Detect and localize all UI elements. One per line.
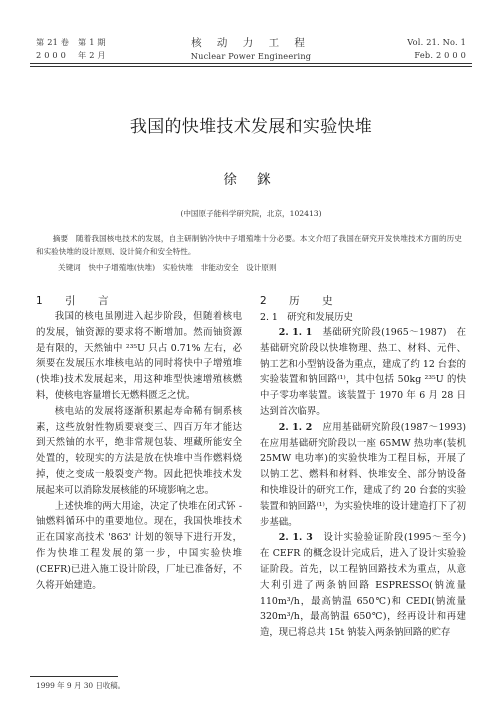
header-volume: 第 21 卷 bbox=[36, 37, 70, 47]
item-number: 2. 1. 2 bbox=[278, 421, 313, 433]
left-column-body bbox=[36, 309, 242, 593]
item-text: 设计实验验证阶段(1995～至今) 在 CEFR 的概念设计完成后，进入了设计实验验证阶段。首先，以工程钠回路技术为重点，从意大利引进了两条钠回路 ESPRESSO(钠流量 110m³/h，最高钠温 650℃)和 CEDI(钠流量 320m³/h，最高钠温 650℃)，经再设计和再建造，现已将总共 15t 钠装入两条钠回路的贮存 bbox=[260, 532, 476, 639]
paragraph: 核电站的发展将逐渐积累起寿命稀有铜系核素，这些放射性物质要衰变三、四百万年才能达到天然铀的水平，绝非常规包装、埋藏所能安全处置的，较现实的方法是放在快堆中当作燃料烧掉，使之变成一般裂变产物。因此把快堆技术发展起来可以消除发展核能的环境影响之忠。 bbox=[36, 405, 242, 496]
item-text: 基础研究阶段(1965～1987) 在基础研究阶段以快堆物理、热工、材料、元件、钠工艺和小型钠设备为重点，建成了约 12 台套的实验装置和钠回路⁽¹⁾，其中包括 50kg ²³⁵U 的快中子零功率装置。该装置于 1970 年 6 月 28 日达到首次临界。 bbox=[260, 327, 466, 417]
journal-title-en: Nuclear Power Engineering bbox=[190, 51, 312, 61]
paragraph: 上述快堆的两大用途，决定了快堆在闭式钚 - 铀燃料循环中的重要地位。现在，我国快堆技术正在国家高技术 '863' 计划的领导下进行开发，作为快堆工程发展的第一步，中国实验快堆(CEFR)已进入施工设计阶段，厂址已准备好，不久将开始建造。 bbox=[36, 500, 242, 591]
numbered-paragraph bbox=[260, 420, 476, 531]
footnote: 1999 年 9 月 30 日收稿。 bbox=[36, 681, 126, 690]
numbered-paragraph bbox=[260, 325, 466, 420]
header-issue: 第 1 期 bbox=[78, 37, 106, 47]
footnote-rule bbox=[30, 676, 118, 677]
header-year: 2 0 0 0 bbox=[36, 50, 67, 60]
article-title: 我国的快堆技术发展和实验快堆 bbox=[129, 117, 373, 137]
article-affiliation: (中国原子能科学研究院，北京，102413) bbox=[180, 209, 322, 218]
paragraph: 我国的核电虽刚进入起步阶段，但随着核电的发展，铀资源的要求将不断增加。然而铀资源是有限的，天然铀中 ²³⁵U 只占 0.71% 左右，必须要在发展压水堆核电站的同时将快中子增殖堆(快堆)技术发展起来，用这种堆型快速增殖核燃料，使核电容量增长无燃料匮乏之忧。 bbox=[36, 311, 242, 401]
item-text: 应用基础研究阶段(1987～1993) 在应用基础研究阶段以一座 65MW 热功率(装机 25MW 电功率)的实验快堆为工程目标，开展了以钠工艺、燃料和材料、快堆安全、部分钠设备和快堆设计的研究工作，建成了约 20 台套的实验装置和钠回路⁽¹⁾，为实验快堆的设计建造打下了初步基础。 bbox=[260, 421, 476, 528]
header-rule-bottom bbox=[30, 66, 472, 67]
header-month: 年 2 月 bbox=[78, 50, 106, 60]
header-rule-top bbox=[30, 63, 472, 64]
right-column-body bbox=[260, 325, 476, 641]
item-number: 2. 1. 1 bbox=[278, 327, 313, 338]
article-abstract: 摘要 随着我国核电技术的发展，自主研制钠冷快中子增殖堆十分必要。本文介绍了我国在研究开发快堆技术方面的历史和实验快堆的设计原则、设计简介和安全特性。 bbox=[36, 234, 462, 256]
header-date-en: Feb. 2 0 0 0 bbox=[414, 50, 466, 60]
item-number: 2. 1. 3 bbox=[278, 532, 313, 544]
article-keywords: 关键词 快中子增殖堆(快堆) 实验快堆 非能动安全 设计原则 bbox=[58, 263, 277, 272]
article-author: 徐 銤 bbox=[223, 172, 279, 188]
section-heading-history: 2 历 史 bbox=[260, 295, 339, 307]
header-volume-en: Vol. 21. No. 1 bbox=[407, 37, 466, 47]
numbered-paragraph bbox=[260, 530, 476, 641]
subsection-heading: 2. 1 研究和发展历史 bbox=[260, 312, 353, 323]
journal-title-cn: 核 动 力 工 程 bbox=[191, 37, 311, 49]
section-heading-introduction: 1 引 言 bbox=[36, 295, 115, 307]
